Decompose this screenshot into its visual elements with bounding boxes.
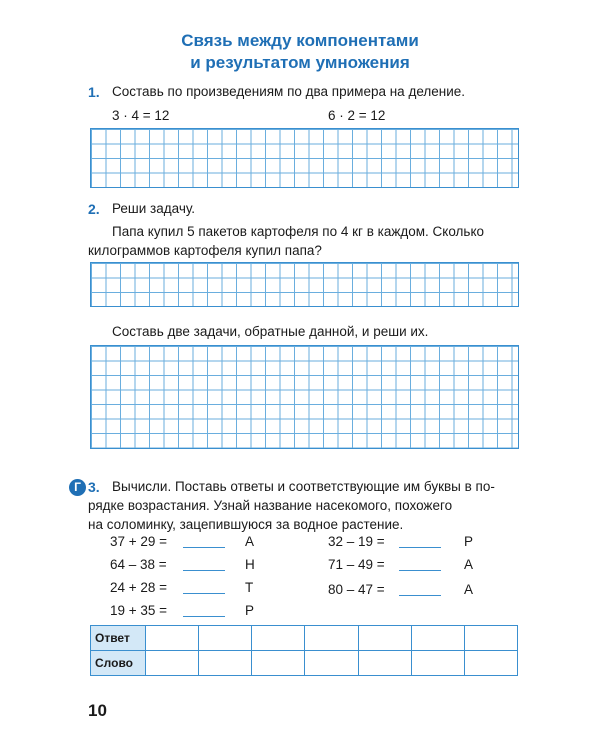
- answer-cell[interactable]: [464, 626, 517, 651]
- answer-word-table: [90, 625, 518, 676]
- task1-number: 1.: [88, 84, 100, 100]
- answer-blank[interactable]: [183, 578, 225, 594]
- page-title-line2: и результатом умножения: [190, 53, 410, 72]
- task3-number: 3.: [88, 479, 100, 495]
- word-cell[interactable]: [464, 651, 517, 676]
- example-row: [328, 580, 488, 600]
- task3-instruction-line1: Вычисли. Поставь ответы и соответствующие им буквы в по-: [112, 479, 495, 494]
- answer-cell[interactable]: [411, 626, 464, 651]
- answer-cell[interactable]: [199, 626, 252, 651]
- task3-instruction-line3: на соломинку, зацепившуюся за водное растение.: [88, 517, 404, 532]
- example-expression: 19 + 35 =: [110, 603, 168, 618]
- example-expression: 32 – 19 =: [328, 534, 385, 549]
- example-row: [110, 578, 270, 598]
- example-row: [328, 555, 488, 575]
- example-letter: Н: [245, 557, 255, 572]
- task3-group-badge: Г: [69, 479, 86, 496]
- example-letter: А: [245, 534, 255, 549]
- word-cell[interactable]: [199, 651, 252, 676]
- example-letter: Т: [245, 580, 254, 595]
- example-expression: 64 – 38 =: [110, 557, 167, 572]
- answer-cell[interactable]: [146, 626, 199, 651]
- page-number: 10: [88, 701, 107, 720]
- answer-blank[interactable]: [399, 532, 441, 548]
- word-row-label: Слово: [91, 651, 146, 676]
- answer-row-label: Ответ: [91, 626, 146, 651]
- page-title-line1: Связь между компонентами: [181, 31, 419, 50]
- example-expression: 71 – 49 =: [328, 557, 385, 572]
- word-cell[interactable]: [305, 651, 358, 676]
- example-row: [110, 555, 270, 575]
- example-expression: 80 – 47 =: [328, 582, 385, 597]
- example-letter: Р: [245, 603, 255, 618]
- task3-instruction-line2: рядке возрастания. Узнай название насекомого, похожего: [88, 498, 453, 513]
- answer-cell[interactable]: [358, 626, 411, 651]
- example-expression: 24 + 28 =: [110, 580, 168, 595]
- word-cell[interactable]: [358, 651, 411, 676]
- task1-answer-grid[interactable]: [90, 128, 519, 188]
- task1-instruction: Составь по произведениям по два примера на деление.: [112, 84, 466, 99]
- task1-example-right: 6 · 2 = 12: [328, 108, 386, 123]
- task2-number: 2.: [88, 201, 100, 217]
- example-expression: 37 + 29 =: [110, 534, 168, 549]
- answer-cell[interactable]: [252, 626, 305, 651]
- answer-blank[interactable]: [399, 555, 441, 571]
- example-letter: А: [464, 557, 474, 572]
- task2-inverse-grid[interactable]: [90, 345, 519, 449]
- answer-blank[interactable]: [183, 532, 225, 548]
- answer-blank[interactable]: [183, 601, 225, 617]
- example-letter: А: [464, 582, 474, 597]
- task2-instruction: Реши задачу.: [112, 201, 196, 216]
- word-cell[interactable]: [252, 651, 305, 676]
- example-row: [110, 601, 270, 621]
- answer-blank[interactable]: [183, 555, 225, 571]
- answer-blank[interactable]: [399, 580, 441, 596]
- word-cell[interactable]: [146, 651, 199, 676]
- task2-problem-line1: Папа купил 5 пакетов картофеля по 4 кг в каждом. Сколько: [112, 224, 485, 239]
- answer-row: [91, 626, 518, 651]
- answer-cell[interactable]: [305, 626, 358, 651]
- example-row: [110, 532, 270, 552]
- example-letter: Р: [464, 534, 474, 549]
- word-row: [91, 651, 518, 676]
- task1-example-left: 3 · 4 = 12: [112, 108, 170, 123]
- task2-followup: Составь две задачи, обратные данной, и реши их.: [112, 324, 429, 339]
- task2-answer-grid[interactable]: [90, 262, 519, 307]
- example-row: [328, 532, 488, 552]
- task2-problem-line2: килограммов картофеля купил папа?: [88, 243, 322, 258]
- word-cell[interactable]: [411, 651, 464, 676]
